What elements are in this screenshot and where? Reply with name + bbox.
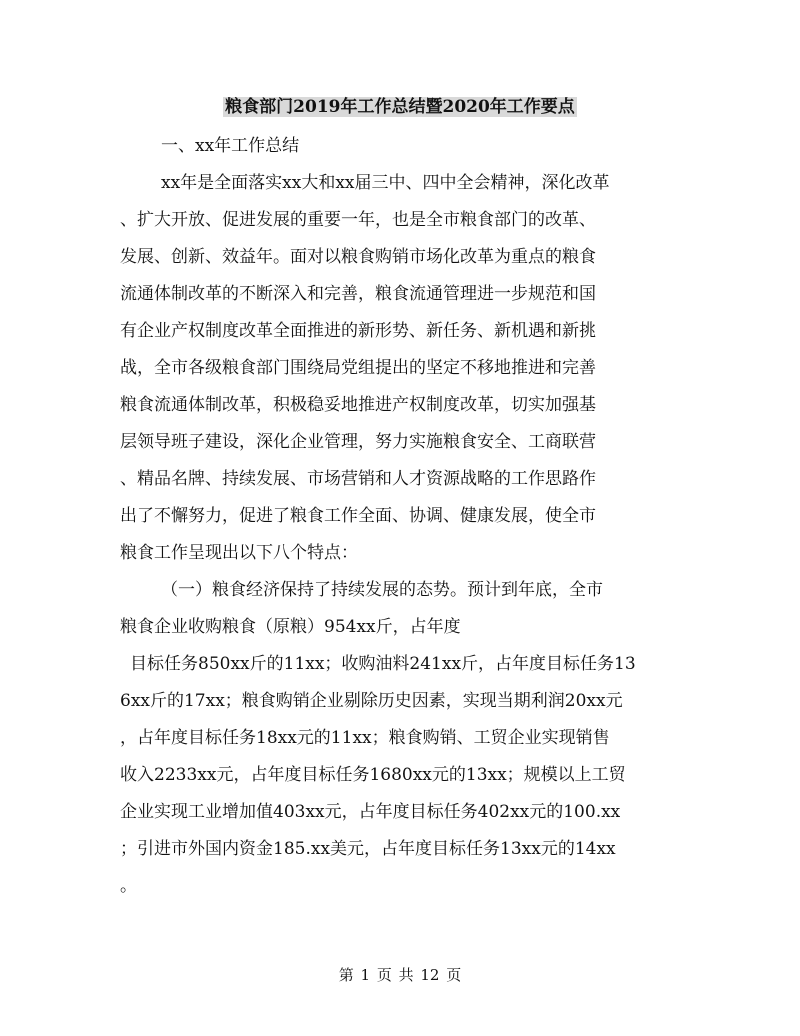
paragraph-line: 有企业产权制度改革全面推进的新形势、新任务、新机遇和新挑 bbox=[120, 321, 596, 341]
paragraph-line: 流通体制改革的不断深入和完善，粮食流通管理进一步规范和国 bbox=[120, 284, 596, 304]
page-footer: 第 1 页 共 12 页 bbox=[338, 966, 462, 984]
paragraph-line: 。 bbox=[120, 876, 137, 896]
paragraph-line: 、扩大开放、促进发展的重要一年，也是全市粮食部门的改革、 bbox=[120, 210, 596, 230]
paragraph-line: 战，全市各级粮食部门围绕局党组提出的坚定不移地推进和完善 bbox=[120, 358, 596, 378]
paragraph-line: ；引进市外国内资金185.xx美元，占年度目标任务13xx元的14xx bbox=[120, 839, 616, 859]
paragraph-line: 企业实现工业增加值403xx元，占年度目标任务402xx元的100.xx bbox=[120, 802, 621, 822]
paragraph-line: 、精品名牌、持续发展、市场营销和人才资源战略的工作思路作 bbox=[120, 469, 596, 489]
paragraph-line: 发展、创新、效益年。面对以粮食购销市场化改革为重点的粮食 bbox=[120, 247, 596, 267]
paragraph-line: 目标任务850xx斤的11xx；收购油料241xx斤，占年度目标任务13 bbox=[130, 654, 636, 674]
section-heading: 一、xx年工作总结 bbox=[161, 136, 300, 156]
paragraph-line: 出了不懈努力，促进了粮食工作全面、协调、健康发展，使全市 bbox=[120, 506, 596, 526]
paragraph-line: （一）粮食经济保持了持续发展的态势。预计到年底，全市 bbox=[161, 580, 603, 600]
paragraph-line: ，占年度目标任务18xx元的11xx；粮食购销、工贸企业实现销售 bbox=[120, 728, 610, 748]
document-title bbox=[0, 94, 800, 120]
paragraph-line: 粮食工作呈现出以下八个特点： bbox=[120, 543, 358, 563]
paragraph-line: 收入2233xx元，占年度目标任务1680xx元的13xx；规模以上工贸 bbox=[120, 765, 626, 785]
paragraph-line: xx年是全面落实xx大和xx届三中、四中全会精神，深化改革 bbox=[161, 173, 610, 193]
paragraph-line: 层领导班子建设，深化企业管理，努力实施粮食安全、工商联营 bbox=[120, 432, 596, 452]
paragraph-line: 6xx斤的17xx；粮食购销企业剔除历史因素，实现当期利润20xx元 bbox=[120, 691, 623, 711]
document-title-text: 粮食部门2019年工作总结暨2020年工作要点 bbox=[225, 97, 575, 117]
paragraph-line: 粮食企业收购粮食（原粮）954xx斤，占年度 bbox=[120, 617, 461, 637]
paragraph-line: 粮食流通体制改革，积极稳妥地推进产权制度改革，切实加强基 bbox=[120, 395, 596, 415]
